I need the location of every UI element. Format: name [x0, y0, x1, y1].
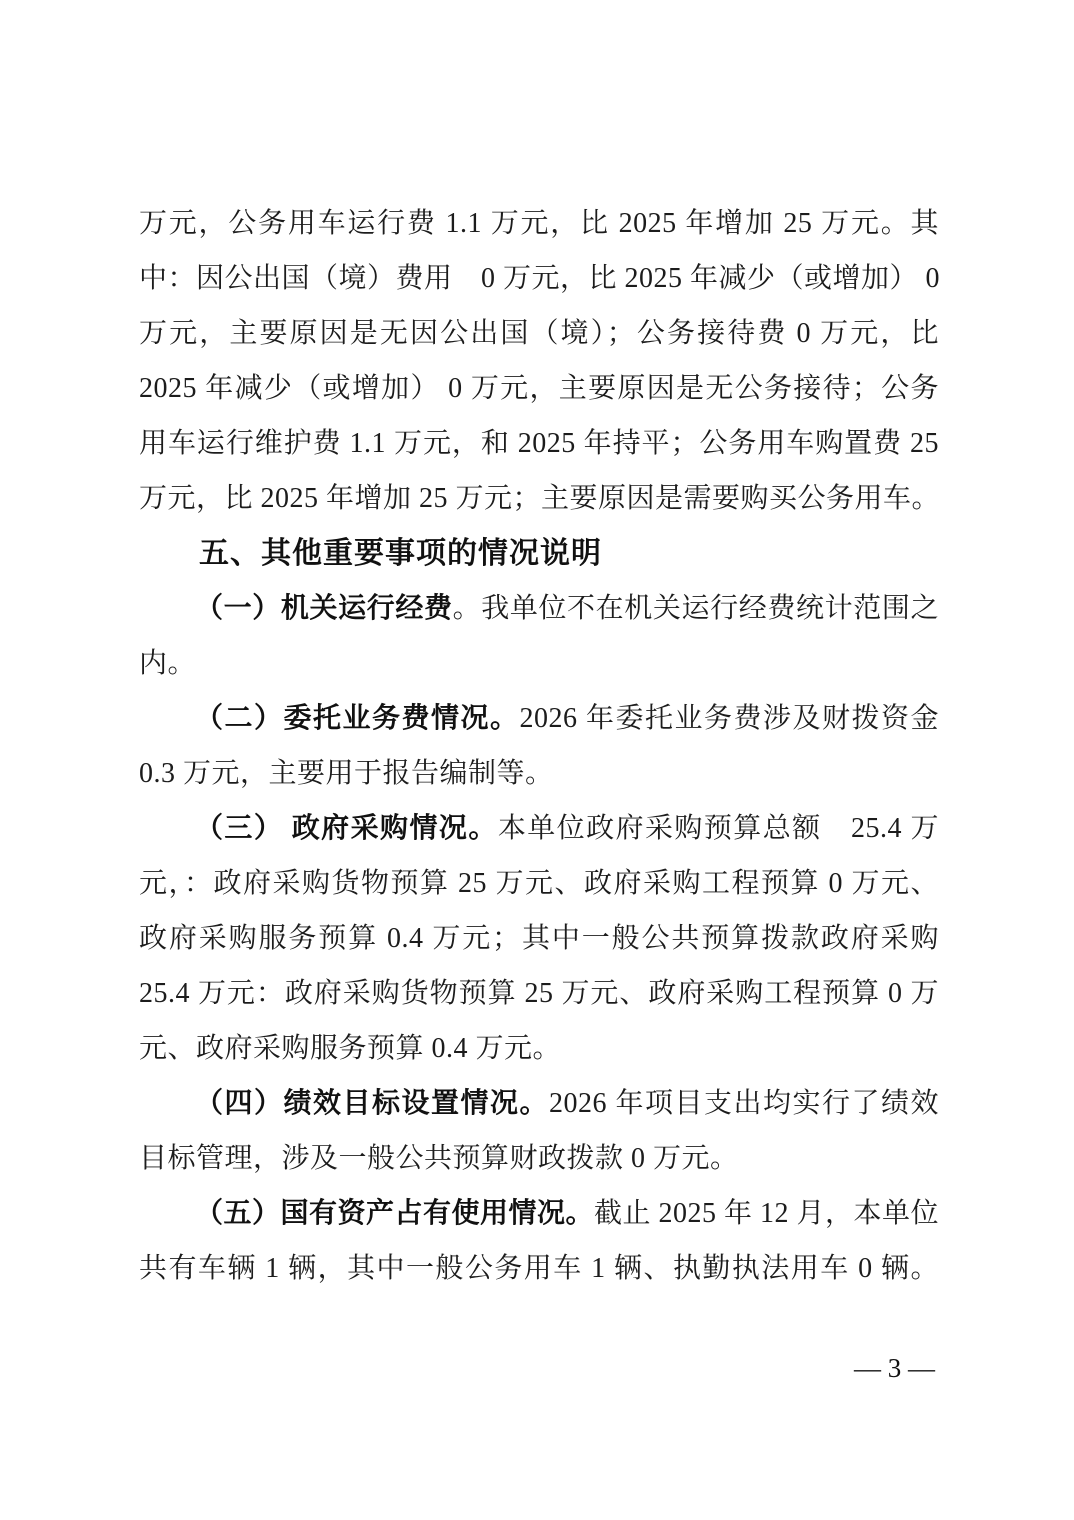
- text-segment: 25.4 万元：政府采购货物预算 25 万元、政府采购工程预算 0 万: [139, 978, 939, 1009]
- text-segment: 万元，比 2025 年增加 25 万元；主要原因是需要购买公务用车。: [139, 483, 941, 514]
- text-segment: 万元，公务用车运行费 1.1 万元，比 2025 年增加 25 万元。其: [139, 208, 939, 239]
- text-line: [139, 1131, 939, 1186]
- text-segment-bold: （五）国有资产占有使用情况。: [195, 1198, 595, 1229]
- text-segment-bold: （二）委托业务费情况。: [195, 703, 520, 734]
- text-segment: 内。: [139, 648, 197, 679]
- text-segment: 。我单位不在机关运行经费统计范围之: [452, 593, 939, 624]
- text-line: [139, 856, 939, 911]
- text-segment-bold: （四）绩效目标设置情况。: [195, 1088, 549, 1119]
- text-line: [139, 251, 939, 306]
- section-heading: [139, 526, 939, 581]
- text-segment: 政府采购服务预算 0.4 万元；其中一般公共预算拨款政府采购: [139, 923, 939, 954]
- text-line: [139, 471, 939, 526]
- text-segment: 2026 年委托业务费涉及财拨资金: [519, 703, 939, 734]
- text-line: [139, 691, 939, 746]
- text-segment: 0.3 万元，主要用于报告编制等。: [139, 758, 554, 789]
- text-line: [139, 1076, 939, 1131]
- text-line: [139, 966, 939, 1021]
- document-body: [139, 196, 939, 1296]
- text-segment: 万元，主要原因是无因公出国（境）；公务接待费 0 万元，比: [139, 318, 939, 349]
- text-line: [139, 1241, 939, 1296]
- text-segment: 本单位政府采购预算总额 25.4 万: [497, 813, 939, 844]
- text-segment: 元，：政府采购货物预算 25 万元、政府采购工程预算 0 万元、: [139, 868, 939, 899]
- text-segment-bold: 五、其他重要事项的情况说明: [199, 537, 602, 570]
- text-segment: 截止 2025 年 12 月，本单位: [594, 1198, 940, 1229]
- text-segment-bold: （一）机关运行经费: [195, 593, 453, 624]
- text-segment: 元、政府采购服务预算 0.4 万元。: [139, 1033, 562, 1064]
- text-line: [139, 636, 939, 691]
- text-line: [139, 1186, 939, 1241]
- text-segment: 2026 年项目支出均实行了绩效: [549, 1088, 939, 1119]
- text-segment: 2025 年减少（或增加） 0 万元，主要原因是无公务接待；公务: [139, 373, 939, 404]
- text-line: [139, 746, 939, 801]
- text-line: [139, 1021, 939, 1076]
- text-segment: 中：因公出国（境）费用 0 万元，比 2025 年减少（或增加） 0: [139, 263, 941, 294]
- text-line: [139, 196, 939, 251]
- text-line: [139, 416, 939, 471]
- text-segment-bold: （三） 政府采购情况。: [195, 813, 498, 844]
- page-number: — 3 —: [854, 1353, 935, 1383]
- text-line: [139, 801, 939, 856]
- text-line: [139, 581, 939, 636]
- text-segment: 目标管理，涉及一般公共预算财政拨款 0 万元。: [139, 1143, 739, 1174]
- text-line: [139, 911, 939, 966]
- text-segment: 共有车辆 1 辆，其中一般公务用车 1 辆、执勤执法用车 0 辆。: [139, 1253, 939, 1284]
- text-line: [139, 306, 939, 361]
- text-segment: 用车运行维护费 1.1 万元，和 2025 年持平；公务用车购置费 25: [139, 428, 939, 459]
- text-line: [139, 361, 939, 416]
